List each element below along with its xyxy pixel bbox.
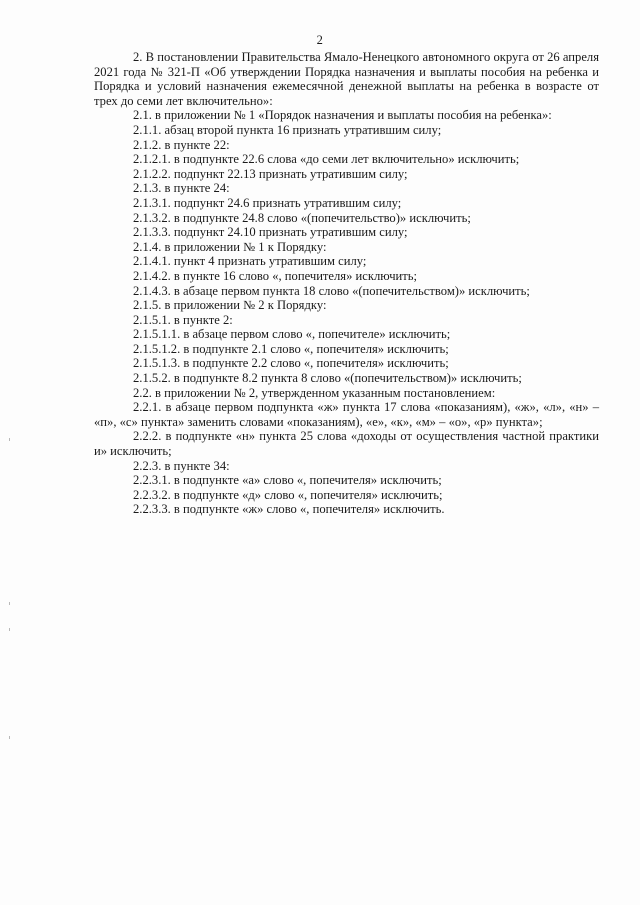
- scan-artifact: [9, 602, 10, 605]
- paragraph-2-1-3-2: 2.1.3.2. в подпункте 24.8 слово «(попечительство)» исключить;: [133, 210, 471, 225]
- paragraph-2-1-2-1: 2.1.2.1. в подпункте 22.6 слова «до семи лет включительно» исключить;: [133, 152, 520, 167]
- paragraph-2-1-4-2: 2.1.4.2. в пункте 16 слово «, попечителя» исключить;: [133, 268, 418, 283]
- paragraph-2-2-1: 2.2.1. в абзаце первом подпункта «ж» пункта 17 слова «показаниям), «ж», «л», «н» – «п», «с» пункта» заменить словами «показаниям), «е», «к», «м» – «о», «р» пункта»;: [94, 400, 599, 429]
- scan-artifact: [9, 628, 10, 631]
- paragraph-2: 2. В постановлении Правительства Ямало-Ненецкого автономного округа от 26 апреля 2021 года № 321-П «Об утверждении Порядка назначения и выплаты пособия на ребенка и Порядка и условий назначения ежемесячной денежной выплаты на ребенка в возрасте от трех до семи лет включительно»:: [94, 50, 599, 108]
- paragraph-2-2: 2.2. в приложении № 2, утвержденном указанным постановлением:: [133, 385, 496, 400]
- paragraph-2-1-5: 2.1.5. в приложении № 2 к Порядку:: [133, 298, 327, 313]
- paragraph-2-1-4-1: 2.1.4.1. пункт 4 признать утратившим силу;: [133, 254, 367, 269]
- scan-artifact: [9, 736, 10, 739]
- paragraph-2-1-2-2: 2.1.2.2. подпункт 22.13 признать утратившим силу;: [133, 166, 408, 181]
- paragraph-2-1-5-1-3: 2.1.5.1.3. в подпункте 2.2 слово «, попечителя» исключить;: [133, 356, 449, 371]
- paragraph-2-1-5-1-1: 2.1.5.1.1. в абзаце первом слово «, попечителе» исключить;: [133, 327, 451, 342]
- paragraph-2-1-5-2: 2.1.5.2. в подпункте 8.2 пункта 8 слово «(попечительством)» исключить;: [133, 371, 522, 386]
- paragraph-2-1-5-1: 2.1.5.1. в пункте 2:: [133, 312, 233, 327]
- paragraph-2-2-3-1: 2.2.3.1. в подпункте «а» слово «, попечителя» исключить;: [133, 473, 442, 488]
- paragraph-2-2-2: 2.2.2. в подпункте «н» пункта 25 слова «доходы от осуществления частной практики и» исключить;: [94, 429, 599, 459]
- paragraph-2-1-3-3: 2.1.3.3. подпункт 24.10 признать утратившим силу;: [133, 225, 408, 240]
- paragraph-2-1-1: 2.1.1. абзац второй пункта 16 признать утратившим силу;: [133, 122, 442, 137]
- paragraph-2-1-2: 2.1.2. в пункте 22:: [133, 137, 230, 152]
- paragraph-2-1-3: 2.1.3. в пункте 24:: [133, 181, 230, 196]
- paragraph-2-1-5-1-2: 2.1.5.1.2. в подпункте 2.1 слово «, попечителя» исключить;: [133, 341, 449, 356]
- paragraph-2-2-3: 2.2.3. в пункте 34:: [133, 458, 230, 473]
- page-number: 2: [316, 33, 324, 47]
- paragraph-2-1-4-3: 2.1.4.3. в абзаце первом пункта 18 слово «(попечительством)» исключить;: [133, 283, 530, 298]
- paragraph-2-1: 2.1. в приложении № 1 «Порядок назначения и выплаты пособия на ребенка»:: [133, 108, 552, 123]
- paragraph-2-1-3-1: 2.1.3.1. подпункт 24.6 признать утратившим силу;: [133, 195, 402, 210]
- document-body: [94, 50, 599, 517]
- paragraph-2-2-3-2: 2.2.3.2. в подпункте «д» слово «, попечителя» исключить;: [133, 487, 443, 502]
- paragraph-2-1-4: 2.1.4. в приложении № 1 к Порядку:: [133, 239, 327, 254]
- scan-artifact: [9, 438, 10, 441]
- paragraph-2-2-3-3: 2.2.3.3. в подпункте «ж» слово «, попечителя» исключить.: [133, 502, 445, 517]
